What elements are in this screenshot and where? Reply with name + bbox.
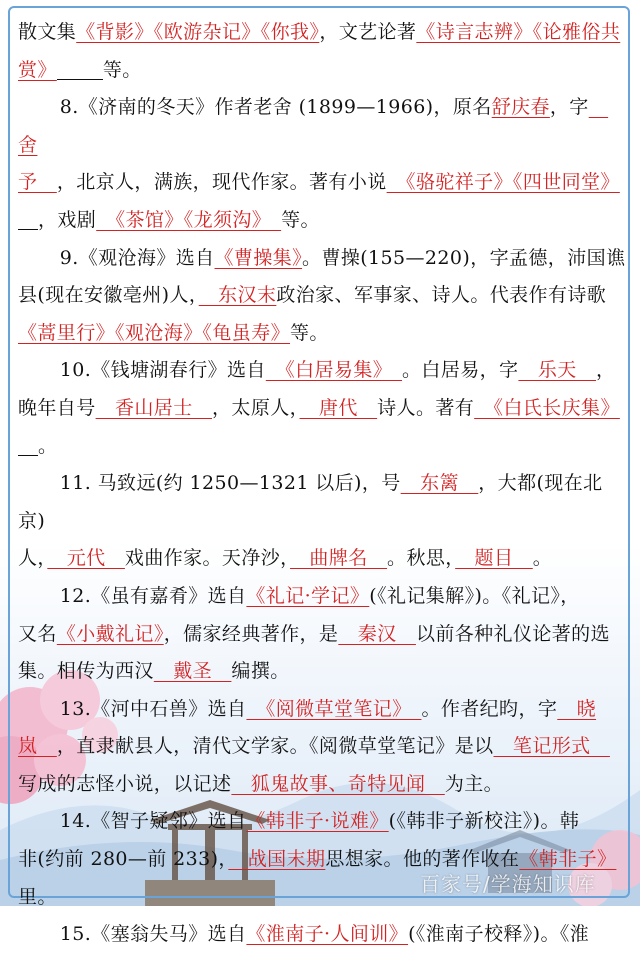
document-line [18,352,626,390]
document-text: ，直隶献县人，清代文学家。《阅微草堂笔记》是以 [56,735,494,758]
answer-fill: 东汉末 [198,284,277,307]
answer-fill: 战国末期 [228,848,326,871]
answer-fill: 晓 [557,697,597,720]
document-line [18,803,626,841]
answer-fill: 题目 [455,547,533,570]
document-text: 里。 [18,885,57,908]
document-text: 10.《钱塘湖春行》选自 [59,359,266,382]
answer-fill: 《韩非子·说难》 [246,810,389,833]
document-text: (《礼记集解》)。《礼记》， [369,584,580,607]
answer-fill: 《骆驼祥子》《四世同堂》 [386,171,620,194]
answer-fill: 元代 [47,547,125,570]
document-text: 诗人。著有 [377,396,475,419]
document-line [18,691,626,729]
answer-fill: 《白居易集》 [265,359,403,382]
document-text: 县(现在安徽亳州)人， [18,284,199,307]
document-text: 等。 [102,58,142,81]
answer-fill: 戴圣 [153,660,232,683]
answer-fill: 《韩非子》 [519,848,617,871]
document-text: 思想家。他的著作收在 [325,848,520,871]
answer-fill: 《阅微草堂笔记》 [246,697,422,720]
document-text: 13.《河中石兽》选自 [59,697,247,720]
document-line [18,540,626,578]
document-text: ，太原人， [212,396,300,419]
answer-fill: 《礼记·学记》 [246,584,370,607]
document-text: ，北京人，满族，现代作家。著有小说 [56,171,387,194]
document-text: 为主。 [444,772,504,795]
answer-fill: 狐鬼故事、奇特见闻 [231,772,445,795]
document-line [18,428,626,466]
document-text: ，字 [549,96,589,119]
document-text: 。 [38,434,58,457]
document-text: 政治家、军事家、诗人。代表作有诗歌 [276,284,607,307]
document-text: 等。 [290,321,329,344]
document-text: ，戏剧 [38,208,97,231]
document-text: 15.《塞翁失马》选自 [59,923,247,946]
answer-fill: 予 [18,171,57,194]
document-line [18,728,626,766]
document-text: 9.《观沧海》选自 [59,246,215,269]
document-text: 。白居易，字 [402,359,519,382]
document-text: 。 [532,547,553,570]
document-text: 人， [18,547,48,570]
document-text: 。作者纪昀，字 [421,697,558,720]
answer-fill: 《小戴礼记》 [56,622,164,645]
document-text: 以前各种礼仪论著的选 [415,622,610,645]
document-text: 等。 [281,208,320,231]
document-line [18,164,626,202]
document-line [18,89,626,164]
document-text: 又名 [18,622,57,645]
document-text: ， [596,359,616,382]
document-line [18,315,626,353]
answer-fill: 《茶馆》《龙须沟》 [96,208,282,231]
document-text: 写成的志怪小说，以记述 [18,772,232,795]
document-line [18,240,626,278]
answer-fill: 《蒿里行》《观沧海》《龟虽寿》 [18,321,291,344]
document-line [18,766,626,804]
document-text: 。秋思， [387,547,456,570]
document-text: ，儒家经典著作，是 [163,622,339,645]
document-text: 8.《济南的冬天》作者老舍 (1899—1966)，原名 [59,96,492,119]
document-text: 12.《虽有嘉肴》选自 [59,584,247,607]
document-text: (《韩非子新校注》)。韩 [388,810,580,833]
document-line [18,52,626,90]
watermark-text: 百家号/学海知识库 [420,872,596,896]
answer-fill: 曲牌名 [290,547,388,570]
document-text: 11. 马致远(约 1250—1321 以后)，号 [59,472,401,495]
document-body [18,14,626,954]
answer-fill: 岚 [18,735,57,758]
document-text: 。曹操(155—220)，字孟德，沛国谯 [302,246,626,269]
answer-fill: 舍 [18,96,609,156]
answer-fill: 笔记形式 [493,735,610,758]
document-line [18,14,626,52]
document-text: 散文集 [18,21,77,43]
document-line [18,653,626,691]
watermark [420,868,596,897]
document-line [18,916,626,954]
answer-fill: 《曹操集》 [214,246,303,269]
answer-fill: 香山居士 [95,396,213,419]
document-text: 14.《智子疑邻》选自 [59,810,247,833]
answer-fill: 秦汉 [338,622,416,645]
document-line [18,578,626,616]
answer-fill: 《诗言志辨》《论雅俗共 [416,21,621,43]
document-line [18,465,626,540]
answer-fill: 《淮南子·人间训》 [246,923,409,946]
document-text: 集。相传为西汉 [18,660,154,683]
document-text: 戏曲作家。天净沙， [124,547,291,570]
document-text: ，文艺论著 [319,21,417,43]
answer-fill: 乐天 [518,359,597,382]
document-text: ，大都(现在北京) [18,472,603,532]
document-line [18,277,626,315]
answer-fill: 东篱 [400,472,479,495]
document-line [18,390,626,428]
answer-fill: 《白氏长庆集》 [474,396,620,419]
document-text: (《淮南子校释》)。《淮 [408,923,590,946]
answer-fill: 赏》 [18,58,57,81]
blank-underline [18,209,38,230]
answer-fill: 《背影》《欧游杂记》《你我》 [76,21,320,43]
document-line [18,616,626,654]
answer-fill: 舒庆春 [491,96,550,119]
document-text: 编撰。 [231,660,290,683]
document-line [18,202,626,240]
blank-underline [18,435,38,456]
document-text: 非(约前 280—前 233)， [18,848,229,871]
blank-underline [57,59,103,80]
answer-fill: 唐代 [299,396,378,419]
document-text: 晚年自号 [18,396,96,419]
